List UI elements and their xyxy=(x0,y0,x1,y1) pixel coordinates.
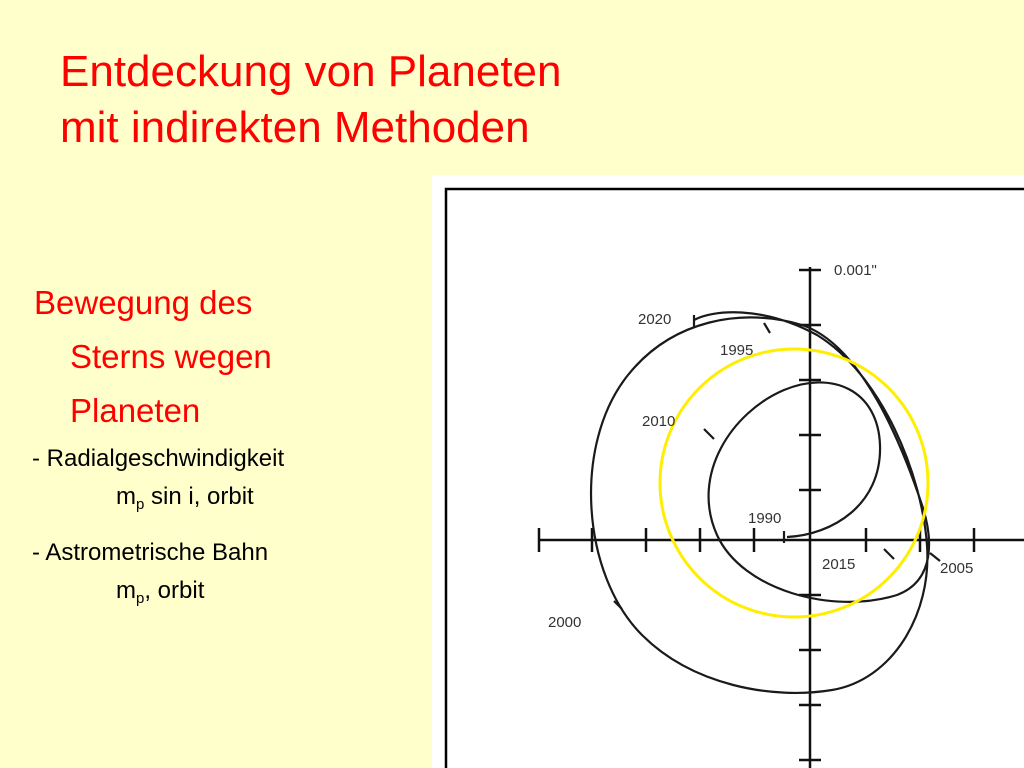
year-label-2000: 2000 xyxy=(548,614,582,631)
orbit-diagram xyxy=(432,175,1024,768)
slide-title xyxy=(60,44,562,156)
bullet-label: - Radialgeschwindigkeit xyxy=(32,445,285,472)
star-path-curve xyxy=(591,312,929,693)
year-label-2020: 2020 xyxy=(638,311,672,328)
marker-1995 xyxy=(764,323,770,333)
astrometric-orbit-figure xyxy=(432,175,1024,768)
year-label-2015: 2015 xyxy=(822,556,856,573)
section-heading xyxy=(34,276,394,438)
detail-text: sin i, orbit xyxy=(144,483,254,510)
year-label-2010: 2010 xyxy=(642,413,676,430)
heading-line-3: Planeten xyxy=(70,392,201,429)
marker-2005 xyxy=(930,553,940,561)
planet-subscript: p xyxy=(136,590,145,607)
mass-symbol: m xyxy=(116,483,136,510)
detail-text: , orbit xyxy=(144,577,205,604)
bullet-detail xyxy=(32,576,284,614)
title-line-1: Entdeckung von Planeten xyxy=(60,47,562,96)
year-label-1995: 1995 xyxy=(720,342,754,359)
year-label-2005: 2005 xyxy=(940,560,974,577)
bullet-label: - Astrometrische Bahn xyxy=(32,539,269,566)
heading-line-1: Bewegung des xyxy=(34,284,253,321)
marker-2015 xyxy=(884,549,894,559)
bullet-detail xyxy=(32,482,284,520)
highlight-circle xyxy=(660,349,928,617)
planet-subscript: p xyxy=(136,496,145,513)
figure-frame xyxy=(446,189,1024,768)
year-label-1990: 1990 xyxy=(748,510,782,527)
heading-line-2: Sterns wegen xyxy=(70,338,272,375)
mass-symbol: m xyxy=(116,577,136,604)
bullet-radial-velocity xyxy=(32,444,284,520)
bullet-astrometric-orbit xyxy=(32,538,284,614)
bullet-list xyxy=(32,444,284,632)
scale-label: 0.001" xyxy=(834,262,877,279)
marker-2010 xyxy=(704,429,714,439)
title-line-2: mit indirekten Methoden xyxy=(60,103,530,152)
